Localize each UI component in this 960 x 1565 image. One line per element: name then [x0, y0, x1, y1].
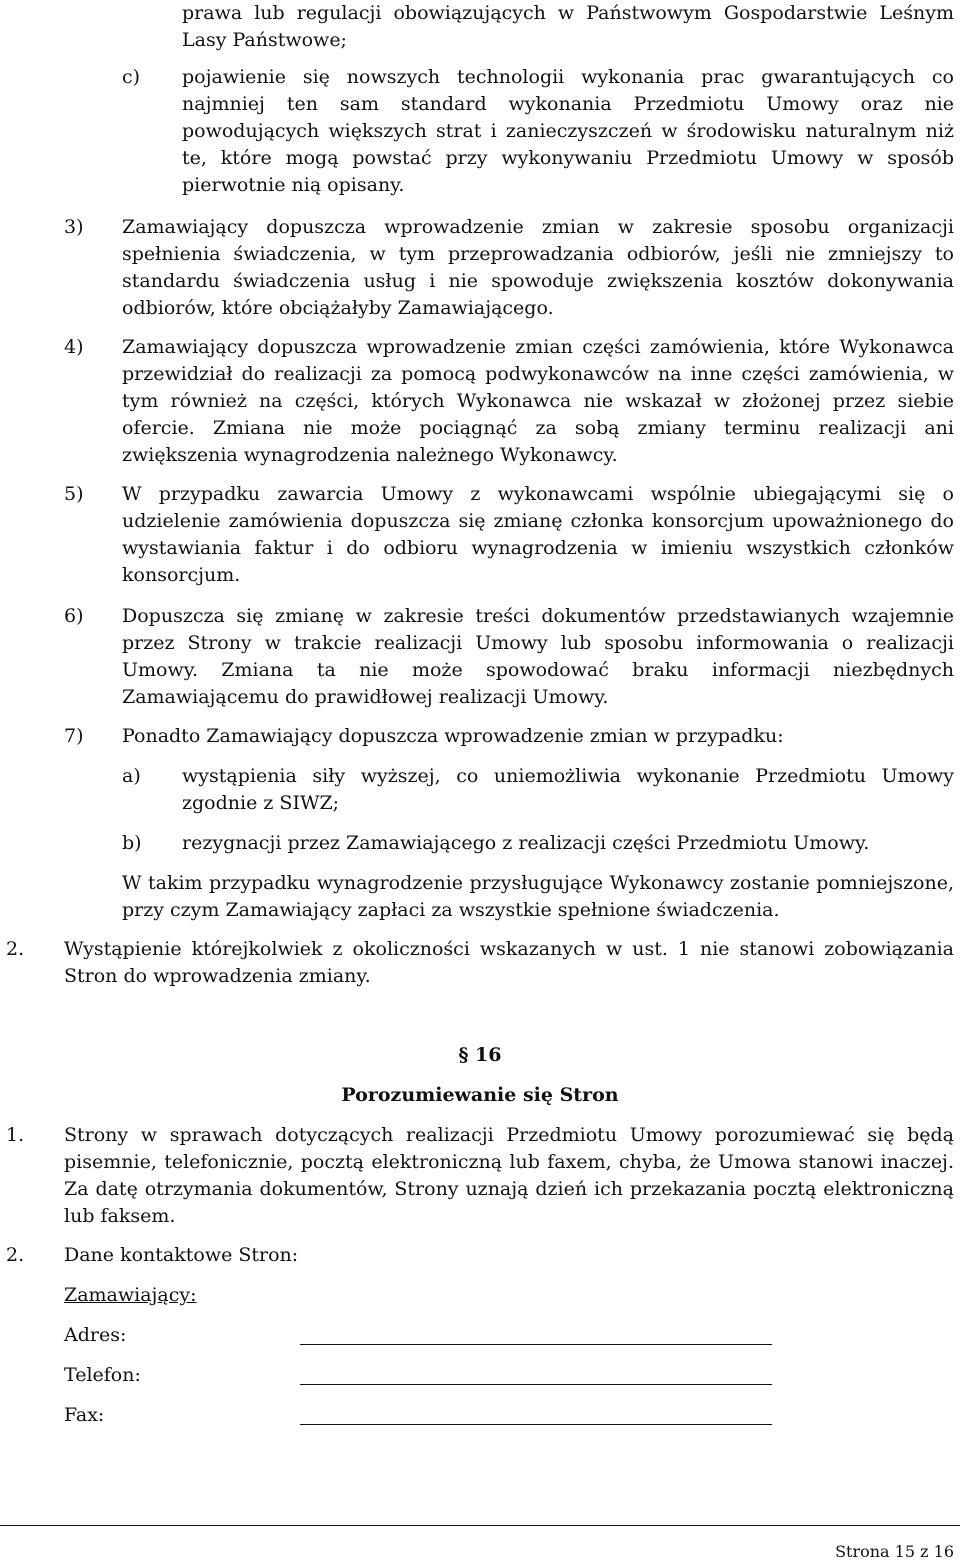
fax-label: Fax: [64, 1404, 105, 1426]
item-c-marker: c) [122, 66, 141, 88]
item-3-text: Zamawiający dopuszcza wprowadzenie zmian w zakresie sposobu organizacji spełnienia świadczenia, w tym przeprowadzania odbiorów, jeśli nie zmniejszy to standardu świadczenia usług i nie spowoduje zwiększenia kosztów dokonywania odbiorów, które obciążałyby Zamawiającego. [122, 216, 954, 319]
item-4-marker: 4) [64, 336, 84, 358]
fax-blank-line [300, 1424, 772, 1425]
sec-point-2-marker: 2. [6, 1244, 25, 1266]
item-7b-marker: b) [122, 832, 142, 854]
point-2-marker: 2. [6, 938, 25, 960]
item-7a-marker: a) [122, 765, 141, 787]
item-5-text: W przypadku zawarcia Umowy z wykonawcami wspólnie ubiegającymi się o udzielenie zamówienia dopuszcza się zmianę członka konsorcjum upoważnionego do wystawiania faktur i do odbioru wynagrodzenia w imieniu wszystkich członków konsorcjum. [122, 483, 954, 586]
item-b-continuation: prawa lub regulacji obowiązujących w Państwowym Gospodarstwie Leśnym Lasy Państwowe; [182, 2, 954, 51]
item-c-text: pojawienie się nowszych technologii wykonania prac gwarantujących co najmniej ten sam standard wykonania Przedmiotu Umowy oraz nie powodujących większych strat i zanieczyszczeń w środowisku naturalnym niż te, które mogą powstać przy wykonywaniu Przedmiotu Umowy w sposób pierwotnie nią opisany. [182, 66, 954, 196]
phone-blank-line [300, 1384, 772, 1385]
item-7-closing: W takim przypadku wynagrodzenie przysługujące Wykonawcy zostanie pomniejszone, przy czym Zamawiający zapłaci za wszystkie spełnione świadczenia. [122, 872, 954, 921]
section-title: Porozumiewanie się Stron [341, 1084, 619, 1106]
sec-point-1-marker: 1. [6, 1124, 25, 1146]
item-7-text: Ponadto Zamawiający dopuszcza wprowadzenie zmian w przypadku: [122, 725, 784, 747]
phone-label: Telefon: [64, 1364, 141, 1386]
item-7b-text: rezygnacji przez Zamawiającego z realizacji części Przedmiotu Umowy. [182, 832, 870, 854]
section-number: § 16 [458, 1044, 502, 1066]
page-number: Strona 15 z 16 [835, 1542, 954, 1561]
item-7a-text: wystąpienia siły wyższej, co uniemożliwia wykonanie Przedmiotu Umowy zgodnie z SIWZ; [182, 765, 954, 814]
address-blank-line [300, 1344, 772, 1345]
sec-point-1-text: Strony w sprawach dotyczących realizacji Przedmiotu Umowy porozumiewać się będą pisemnie, telefonicznie, pocztą elektroniczną lub faxem, chyba, że Umowa stanowi inaczej. Za datę otrzymania dokumentów, Strony uznają dzień ich przekazania pocztą elektroniczną lub faksem. [64, 1124, 954, 1227]
address-label: Adres: [64, 1324, 127, 1346]
sec-point-2-text: Dane kontaktowe Stron: [64, 1244, 299, 1266]
item-6-marker: 6) [64, 605, 84, 627]
item-4-text: Zamawiający dopuszcza wprowadzenie zmian części zamówienia, które Wykonawca przewidział do realizacji za pomocą podwykonawców na inne części zamówienia, w tym również na części, których Wykonawca nie wskazał w złożonej przez siebie ofercie. Zmiana nie może pociągnąć za sobą zmiany terminu realizacji ani zwiększenia wynagrodzenia należnego Wykonawcy. [122, 336, 954, 466]
item-6-text: Dopuszcza się zmianę w zakresie treści dokumentów przedstawianych wzajemnie przez Strony w trakcie realizacji Umowy lub sposobu informowania o realizacji Umowy. Zmiana ta nie może spowodować braku informacji niezbędnych Zamawiającemu do prawidłowej realizacji Umowy. [122, 605, 954, 708]
item-7-marker: 7) [64, 725, 84, 747]
footer-rule [0, 1525, 960, 1526]
contact-party-label: Zamawiający: [64, 1284, 197, 1306]
point-2-text: Wystąpienie którejkolwiek z okoliczności wskazanych w ust. 1 nie stanowi zobowiązania Stron do wprowadzenia zmiany. [64, 938, 954, 987]
item-3-marker: 3) [64, 216, 84, 238]
item-5-marker: 5) [64, 483, 84, 505]
